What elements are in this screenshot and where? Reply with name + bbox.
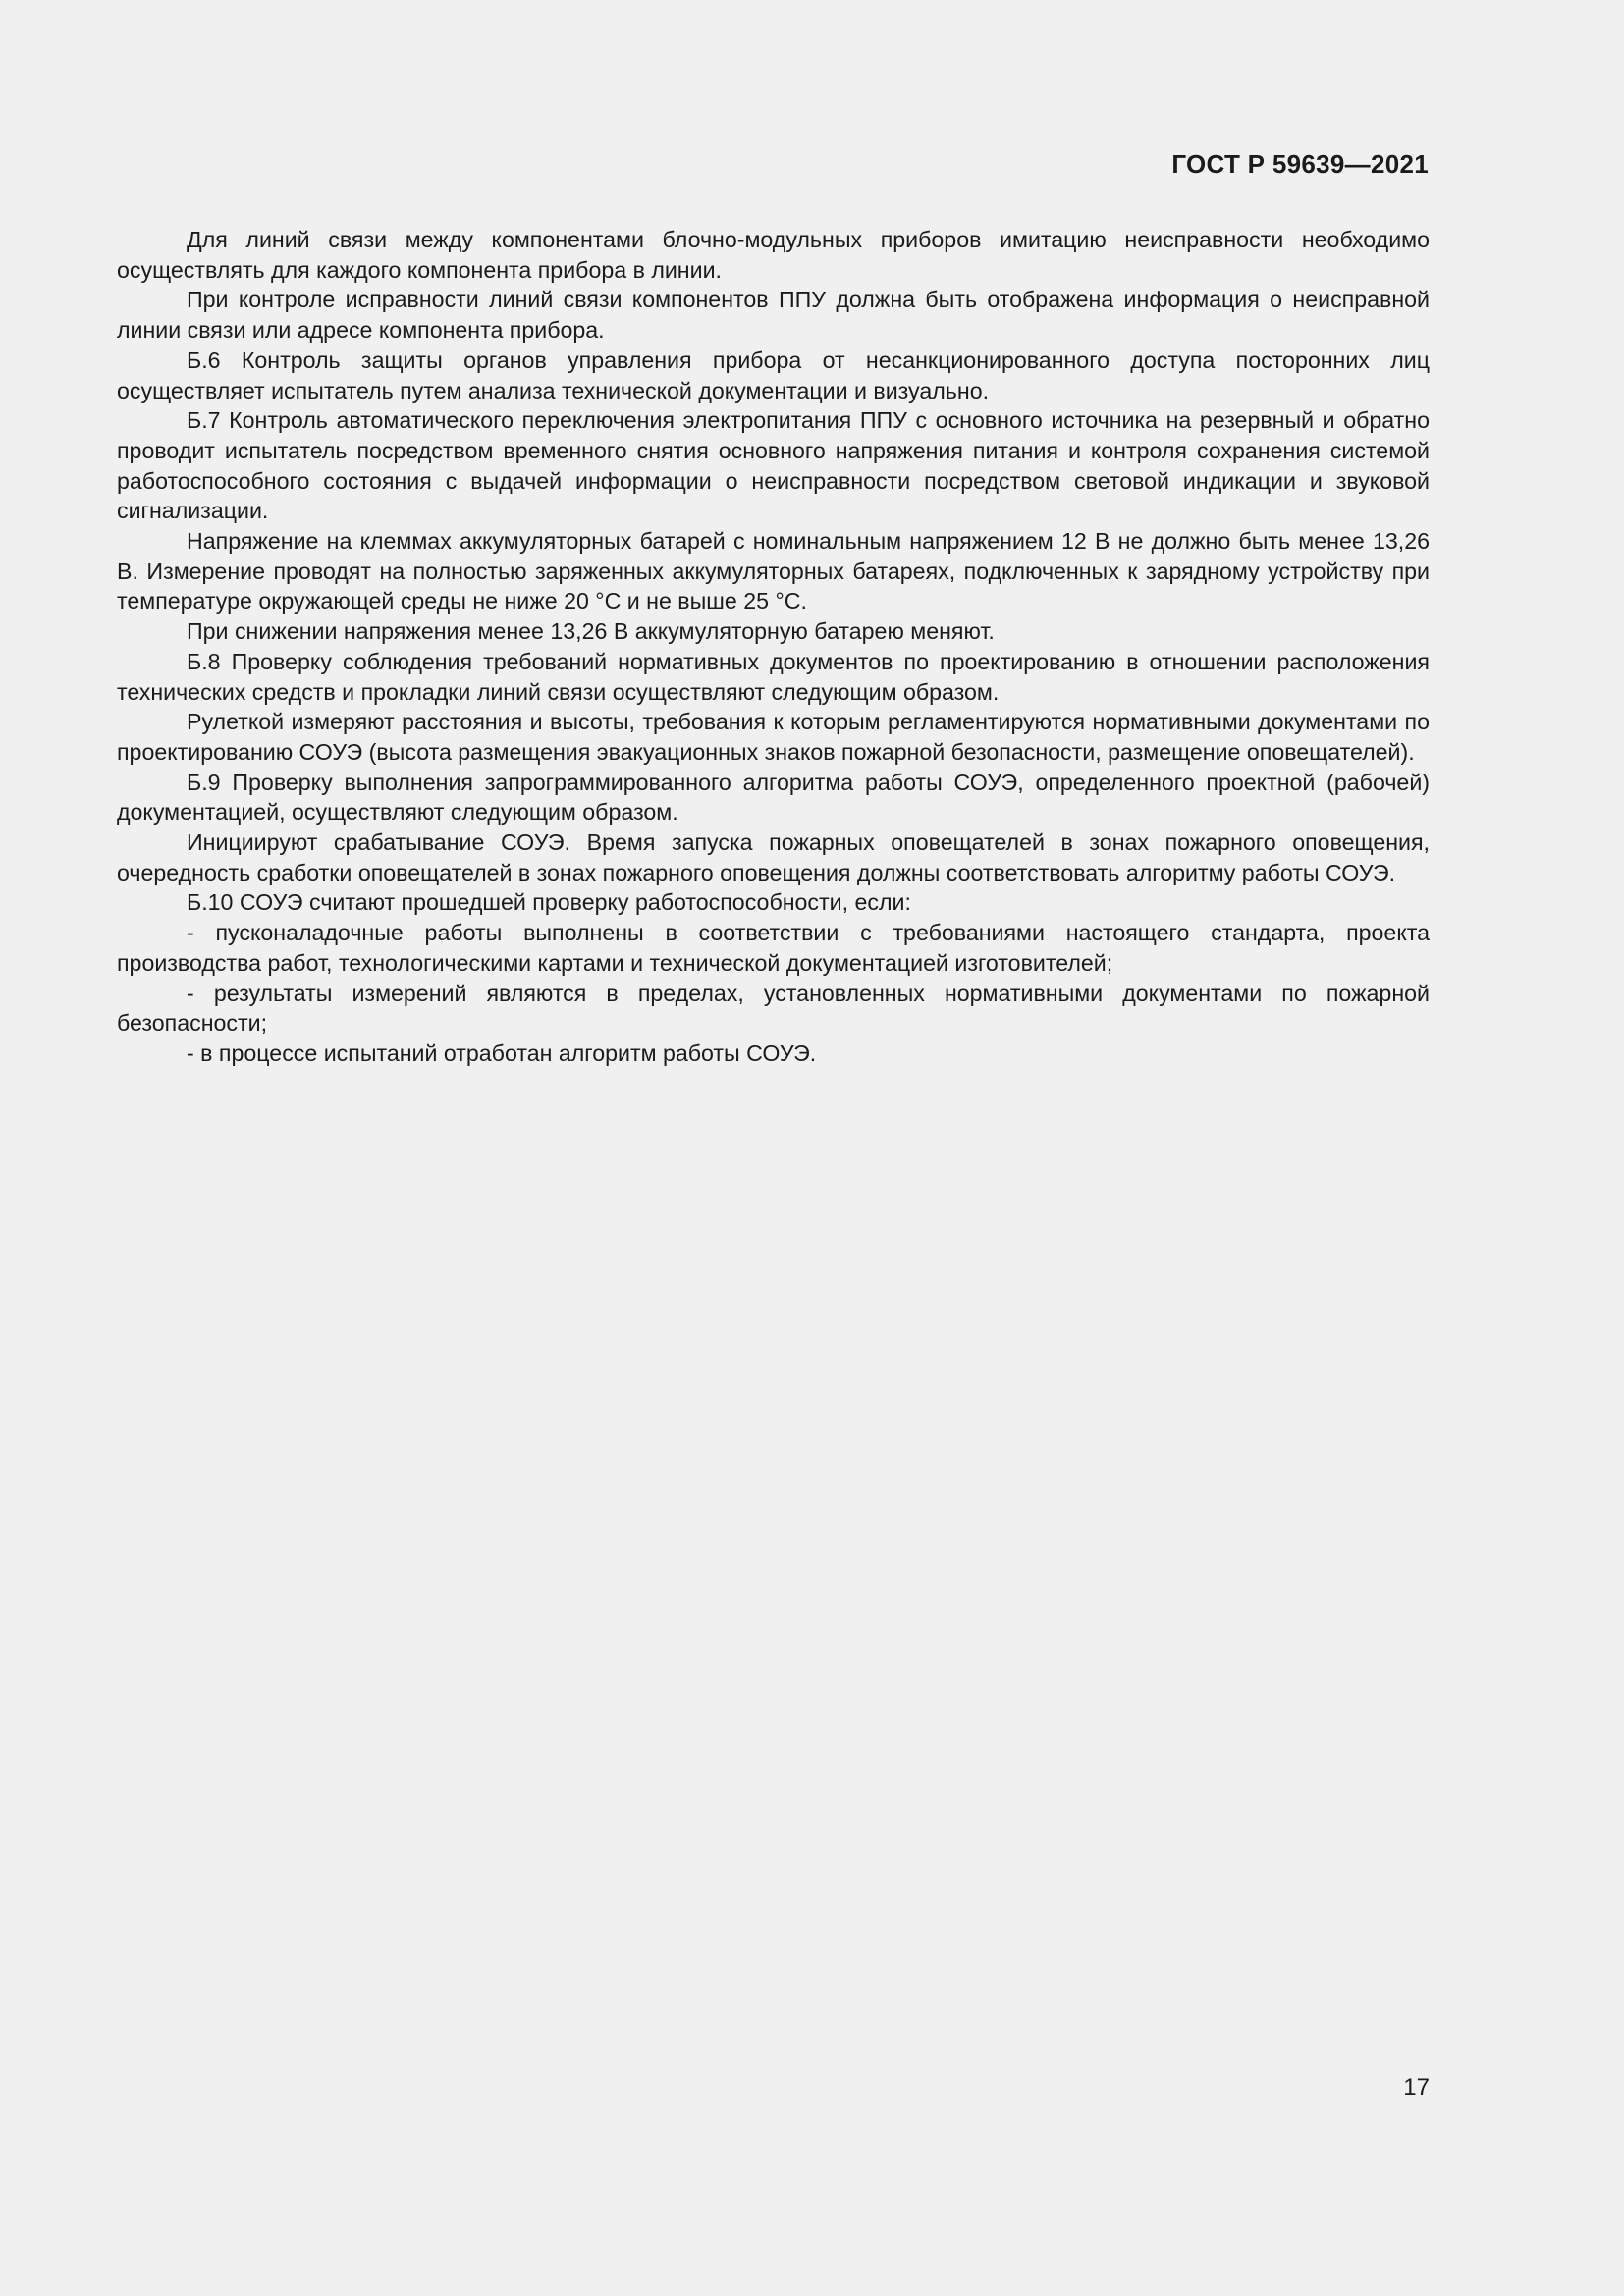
page-number: 17 [1403, 2074, 1430, 2101]
paragraph-b6-access-protection: Б.6 Контроль защиты органов управления прибора от несанкционированного доступа посторонних лиц осуществляет испытатель путем анализа технической документации и визуально. [117, 347, 1430, 403]
paragraph-initiate-activation: Инициируют срабатывание СОУЭ. Время запуска пожарных оповещателей в зонах пожарного оповещения, очередность сработки оповещателей в зонах пожарного оповещения должны соответствовать алгоритму работы СОУЭ. [117, 829, 1430, 885]
paragraph-b7-power-switching: Б.7 Контроль автоматического переключения электропитания ППУ с основного источника на резервный и обратно проводит испытатель посредством временного снятия основного напряжения питания и контроля сохранения системой работоспособного состояния с выдачей информации о неисправности посредством световой индикации и звуковой сигнализации. [117, 407, 1430, 524]
paragraph-b8-design-compliance: Б.8 Проверку соблюдения требований нормативных документов по проектированию в отношении расположения технических средств и прокладки линий связи осуществляют следующим образом. [117, 648, 1430, 705]
list-item-algorithm: - в процессе испытаний отработан алгоритм работы СОУЭ. [187, 1040, 817, 1066]
paragraph-battery-voltage: Напряжение на клеммах аккумуляторных батарей с номинальным напряжением 12 В не должно быть менее 13,26 В. Измерение проводят на полностью заряженных аккумуляторных батареях, подключенных к зарядному устройству при температуре окружающей среды не ниже 20 °С и не выше 25 °С. [117, 528, 1430, 614]
paragraph-comm-lines-fault-simulation: Для линий связи между компонентами блочно-модульных приборов имитацию неисправности необходимо осуществлять для каждого компонента прибора в линии. [117, 227, 1430, 283]
paragraph-b10-criteria: Б.10 СОУЭ считают прошедшей проверку работоспособности, если: [187, 889, 911, 916]
document-body [117, 225, 1430, 1069]
paragraph-battery-replacement: При снижении напряжения менее 13,26 В аккумуляторную батарею меняют. [187, 618, 995, 645]
list-item-measurements: - результаты измерений являются в пределах, установленных нормативными документами по пожарной безопасности; [117, 980, 1430, 1037]
paragraph-b9-algorithm-check: Б.9 Проверку выполнения запрограммированного алгоритма работы СОУЭ, определенного проектной (рабочей) документацией, осуществляют следующим образом. [117, 769, 1430, 826]
paragraph-comm-lines-fault-display: При контроле исправности линий связи компонентов ППУ должна быть отображена информация о неисправной линии связи или адресе компонента прибора. [117, 287, 1430, 344]
standard-header: ГОСТ Р 59639—2021 [1171, 149, 1429, 179]
list-item-commissioning: - пусконаладочные работы выполнены в соответствии с требованиями настоящего стандарта, проекта производства работ, технологическими картами и технической документацией изготовителей; [117, 920, 1430, 976]
paragraph-tape-measurements: Рулеткой измеряют расстояния и высоты, требования к которым регламентируются нормативными документами по проектированию СОУЭ (высота размещения эвакуационных знаков пожарной безопасности, размещение оповещателей). [117, 709, 1430, 765]
